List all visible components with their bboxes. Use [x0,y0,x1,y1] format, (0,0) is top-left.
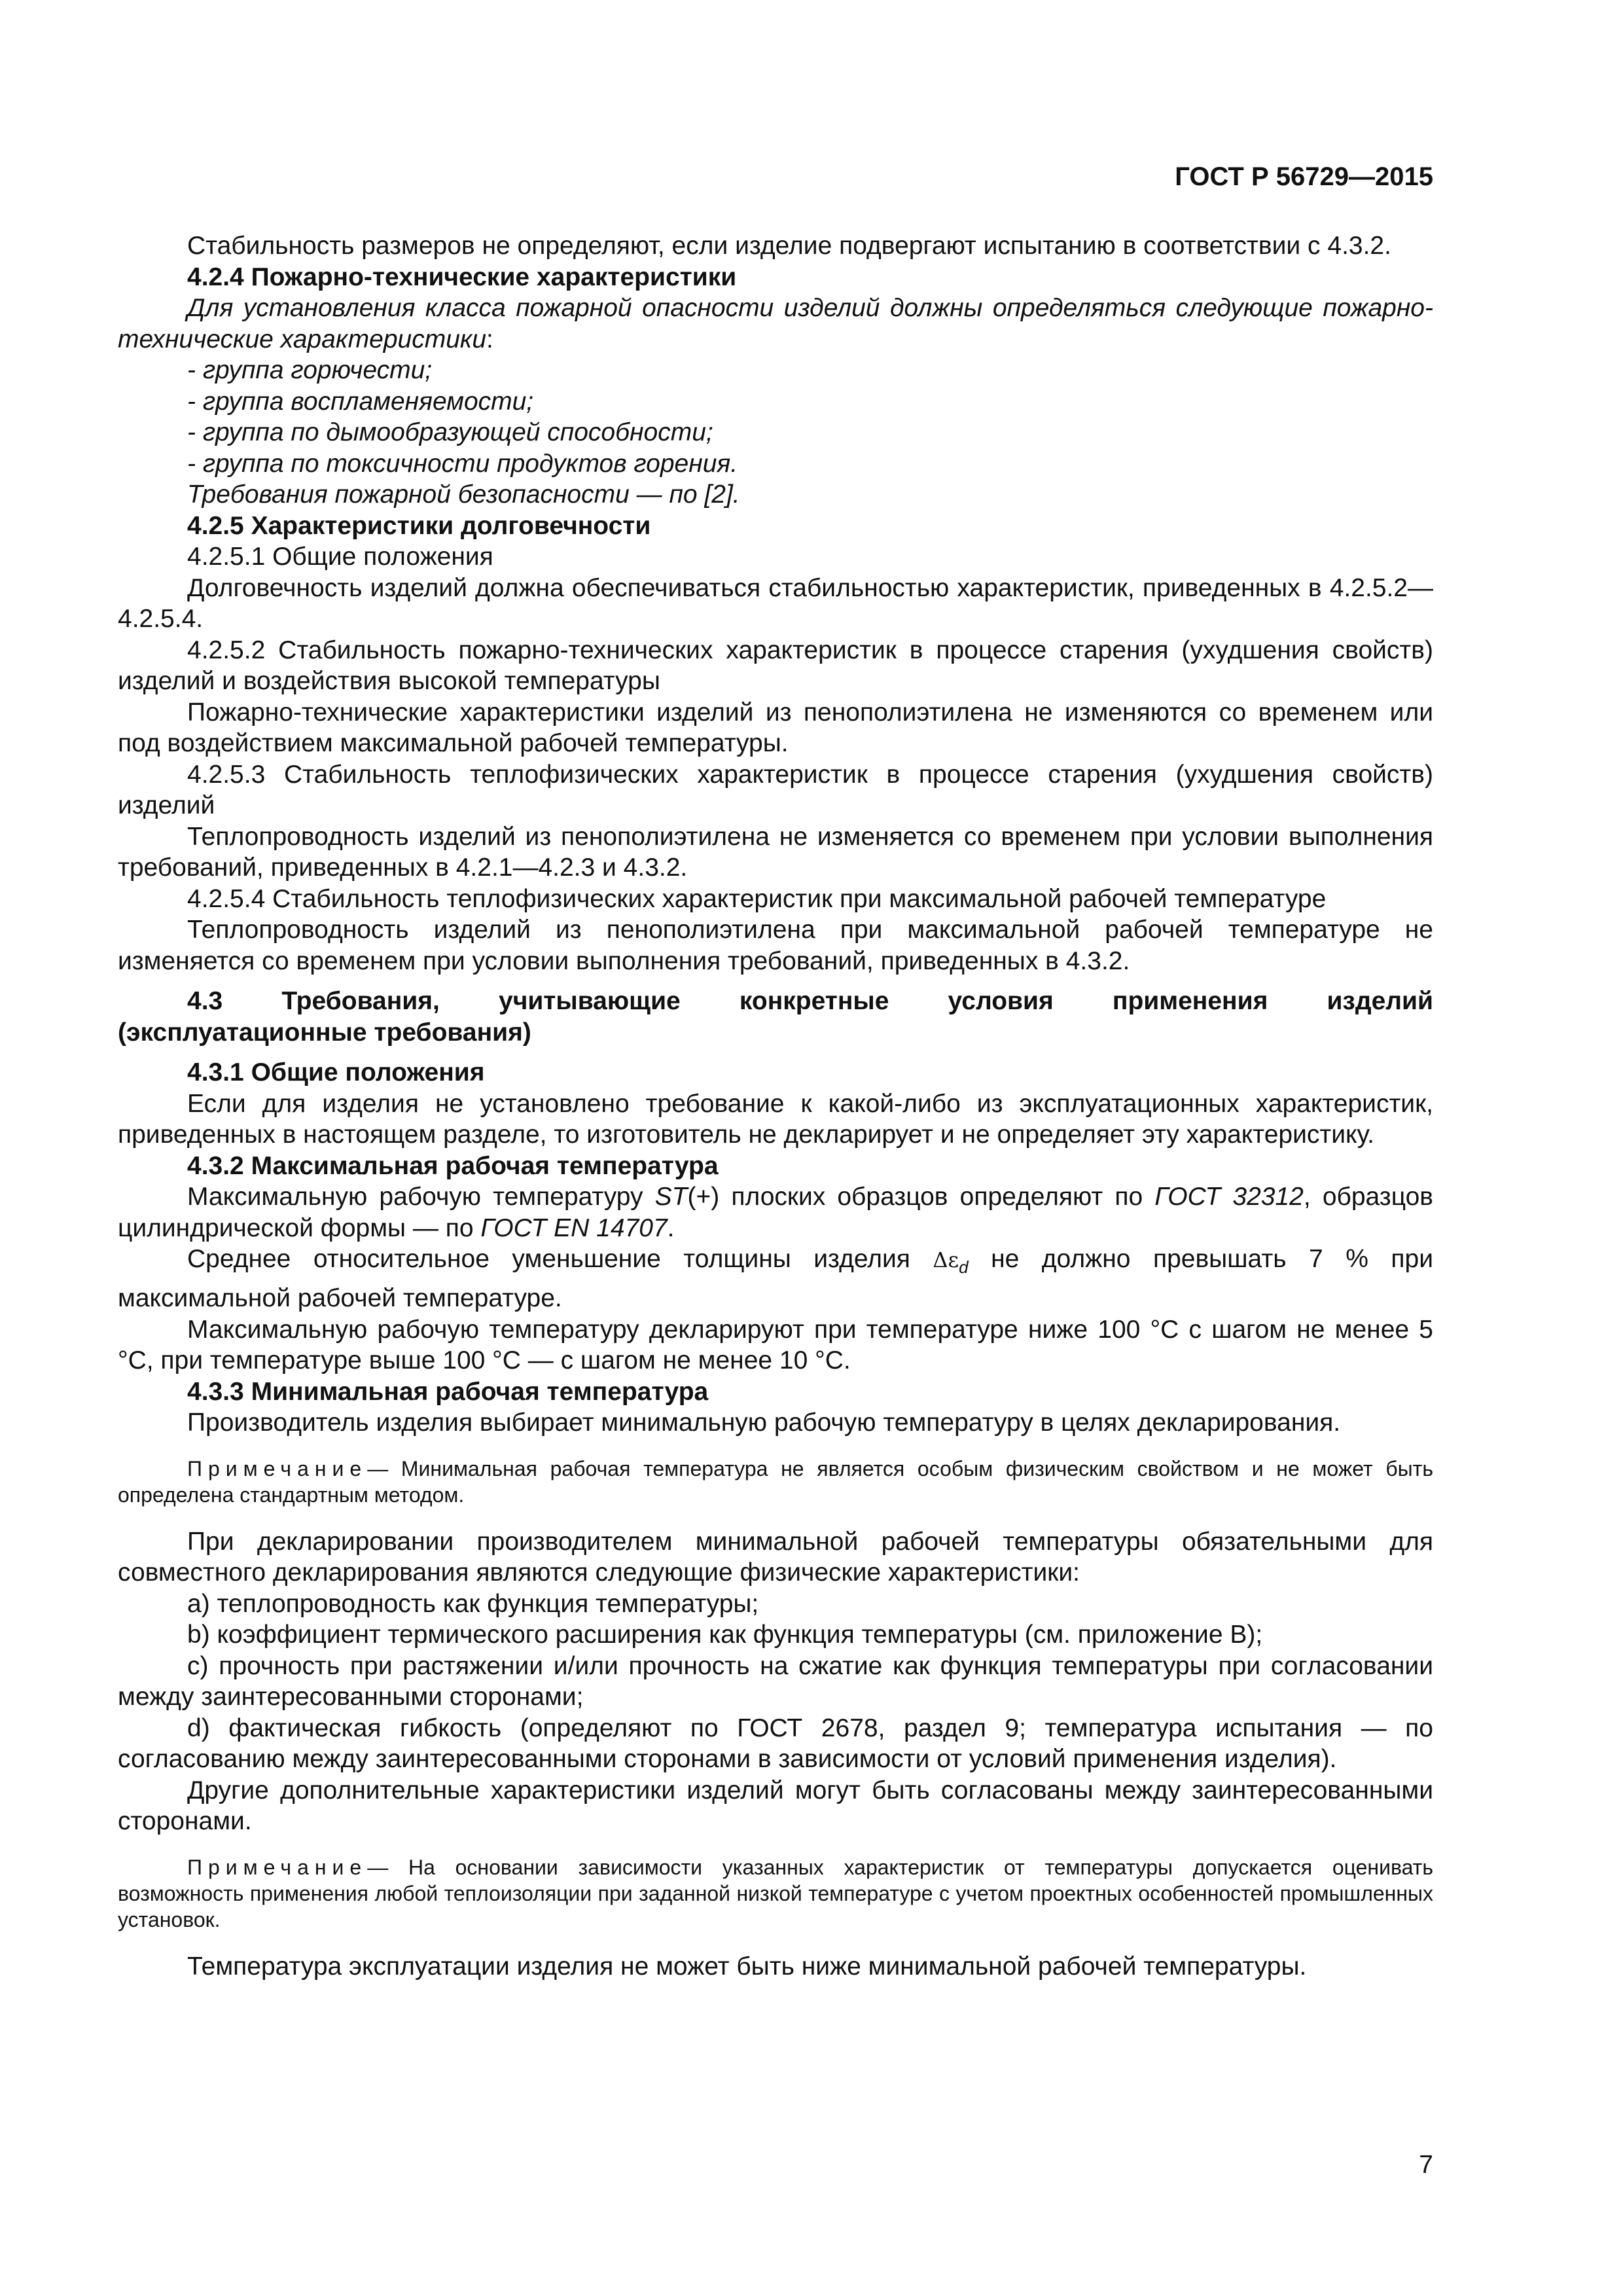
paragraph-dimension-stability: Стабильность размеров не определяют, если изделие подвергают испытанию в соответствии с 4.3.2. [187,232,1391,260]
intro-colon: : [486,325,493,353]
page-content [118,230,1433,1982]
subscript-d: d [959,1257,969,1277]
note-label: Примечание [187,1456,368,1480]
note-1 [118,1456,1433,1508]
section-4-2-5-title: 4.2.5 Характеристики долговечности [187,511,651,540]
section-4-3-title: 4.3 Требования, учитывающие конкретные условия применения изделий [187,987,1433,1015]
section-4-2-5-1-text: Долговечность изделий должна обеспечиваться стабильностью характеристик, приведенных в 4.2.5.2—4.2.5.4. [118,573,1433,633]
text-run: , образцов цилиндрической формы — по [118,1183,1433,1242]
section-4-2-4-intro [118,293,1433,355]
section-4-2-5-2-title: 4.2.5.2 Стабильность пожарно-технических характеристик в процессе старения (ухудшения свойств) изделий и воздействия высокой температуры [118,636,1433,695]
note-text: — На основании зависимости указанных характеристик от температуры допускается оценивать возможность применения любой теплоизоляции при заданной низкой температуре с учетом проектных особенностей промышленных установок. [118,1855,1433,1931]
note-2 [118,1854,1433,1933]
text-run: . [667,1213,675,1242]
intro-text: Для установления класса пожарной опасности изделий должны определяться следующие пожарно-технические характеристики [118,294,1433,353]
thickness-reduction-paragraph [118,1244,1433,1314]
additional-characteristics: Другие дополнительные характеристики изделий могут быть согласованы между заинтересованными сторонами. [118,1776,1433,1836]
min-temp-paragraph: Производитель изделия выбирает минимальную рабочую температуру в целях декларирования. [187,1408,1341,1437]
section-4-3-2-title: 4.3.2 Максимальная рабочая температура [187,1151,719,1180]
section-4-2-5-4-text: Теплопроводность изделий из пенополиэтилена при максимальной рабочей температуре не изменяется со временем при условии выполнения требований, приведенных в 4.3.2. [118,916,1433,975]
delta-epsilon-symbol: Δε [933,1247,959,1272]
document-header: ГОСТ Р 56729—2015 [1175,162,1433,191]
list-item: - группа воспламеняемости; [187,387,534,416]
list-item-b: b) коэффициент термического расширения как функция температуры (см. приложение В); [187,1621,1263,1649]
declaration-paragraph: При декларировании производителем минимальной рабочей температуры обязательными для совместного декларирования являются следующие физические характеристики: [118,1527,1433,1587]
section-4-2-5-3-text: Теплопроводность изделий из пенополиэтилена не изменяется со временем при условии выполнения требований, приведенных в 4.2.1—4.2.3 и 4.3.2. [118,822,1433,882]
section-4-3-1-title: 4.3.1 Общие положения [187,1058,485,1086]
list-item: - группа по дымообразующей способности; [187,418,713,446]
section-4-2-5-3-title: 4.2.5.3 Стабильность теплофизических характеристик в процессе старения (ухудшения свойств) изделий [118,760,1433,819]
list-item: - группа по токсичности продуктов горения. [187,449,738,478]
page-number: 7 [1419,2151,1433,2179]
temp-step-paragraph: Максимальную рабочую температуру декларируют при температуре ниже 100 °С с шагом не менее 5 °С, при температуре выше 100 °С — с шагом не менее 10 °С. [118,1315,1433,1375]
operating-temp-paragraph: Температура эксплуатации изделия не может быть ниже минимальной рабочей температуры. [187,1952,1307,1981]
text-run: не должно превышать 7 % при максимальной рабочей температуре. [118,1245,1433,1313]
gost-reference: ГОСТ 32312 [1154,1183,1304,1211]
gost-reference: ГОСТ EN 14707 [480,1213,668,1242]
section-4-2-5-4-title: 4.2.5.4 Стабильность теплофизических характеристик при максимальной рабочей температуре [187,884,1327,913]
list-item-a: a) теплопроводность как функция температуры; [187,1589,759,1618]
section-4-2-5-1-title: 4.2.5.1 Общие положения [187,543,493,571]
max-temp-paragraph [118,1181,1433,1244]
text-run: Максимальную рабочую температуру [187,1183,655,1211]
section-4-3-title-cont: (эксплуатационные требования) [118,1018,531,1047]
list-item: - группа горючести; [187,356,433,384]
fire-safety-requirement: Требования пожарной безопасности — по [2]. [187,480,740,509]
note-text: — Минимальная рабочая температура не является особым физическим свойством и не может быть определена стандартным методом. [118,1456,1433,1507]
st-symbol: ST [654,1183,688,1211]
section-4-3-3-title: 4.3.3 Минимальная рабочая температура [187,1377,709,1406]
list-item-d: d) фактическая гибкость (определяют по ГОСТ 2678, раздел 9; температура испытания — по согласованию между заинтересованными сторонами в зависимости от условий применения изделия). [118,1713,1433,1774]
text-run: (+) плоских образцов определяют по [687,1183,1155,1211]
text-run: Среднее относительное уменьшение толщины изделия [187,1245,933,1273]
section-4-2-5-2-text: Пожарно-технические характеристики изделий из пенополиэтилена не изменяются со временем или под воздействием максимальной рабочей температуры. [118,698,1433,757]
note-label: Примечание [187,1855,368,1879]
list-item-c: c) прочность при растяжении и/или прочность на сжатие как функция температуры при согласовании между заинтересованными сторонами; [118,1651,1433,1712]
section-4-3-1-text: Если для изделия не установлено требование к какой-либо из эксплуатационных характеристик, приведенных в настоящем разделе, то изготовитель не декларирует и не определяет эту характеристику. [118,1089,1433,1149]
section-4-2-4-title: 4.2.4 Пожарно-технические характеристики [187,262,737,291]
